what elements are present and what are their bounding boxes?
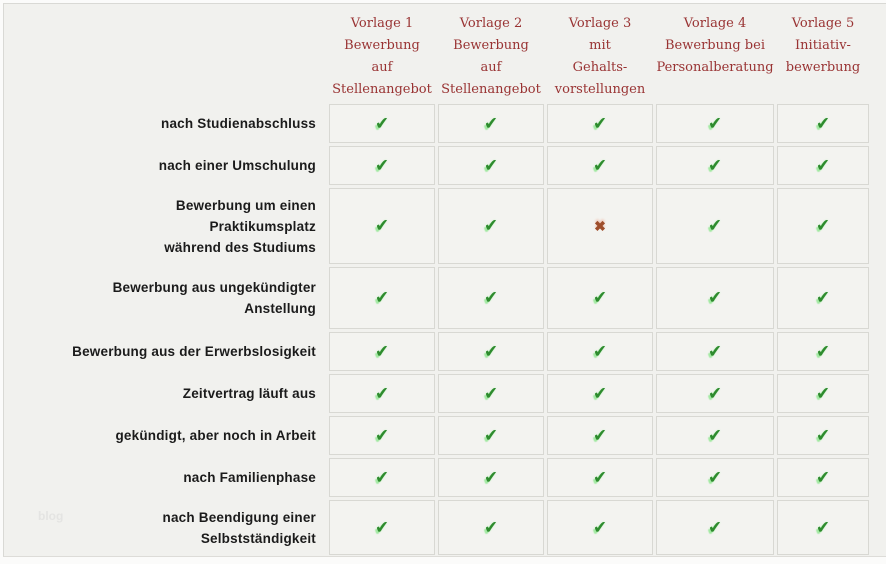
- check-icon: ✔: [592, 383, 608, 403]
- column-header-line: Personalberatung: [656, 60, 774, 75]
- cell-nach-einer-umschulung-vorlage-3: [547, 146, 653, 185]
- cell-selbststaendigkeit-vorlage-1: [329, 500, 435, 555]
- check-icon: ✔: [707, 341, 723, 361]
- check-icon: ✔: [707, 287, 723, 308]
- check-icon: ✔: [815, 425, 831, 445]
- check-icon: ✔: [815, 215, 831, 236]
- watermark: blog: [38, 509, 64, 523]
- cell-praktikumsplatz-vorlage-1: [329, 188, 435, 264]
- cell-erwerbslosigkeit-vorlage-3: [547, 332, 653, 371]
- row-label-nach-studienabschluss: [4, 104, 326, 143]
- check-icon: ✔: [707, 467, 723, 487]
- cell-erwerbslosigkeit-vorlage-4: [656, 332, 774, 371]
- row-label-gekuendigt-in-arbeit: [4, 416, 326, 455]
- cell-nach-familienphase-vorlage-1: [329, 458, 435, 497]
- row-label-nach-familienphase: [4, 458, 326, 497]
- cell-gekuendigt-in-arbeit-vorlage-3: [547, 416, 653, 455]
- check-icon: ✔: [815, 287, 831, 308]
- check-icon: ✔: [483, 425, 499, 445]
- comparison-table-frame: [3, 3, 886, 557]
- column-header-line: bewerbung: [785, 60, 861, 75]
- cell-zeitvertrag-vorlage-5: [777, 374, 869, 413]
- check-icon: ✔: [592, 467, 608, 487]
- cell-selbststaendigkeit-vorlage-3: [547, 500, 653, 555]
- row-label-selbststaendigkeit: [4, 500, 326, 555]
- cell-nach-familienphase-vorlage-5: [777, 458, 869, 497]
- cell-zeitvertrag-vorlage-2: [438, 374, 544, 413]
- column-header-line: Vorlage 1: [350, 16, 414, 31]
- column-header-line: vorstellungen: [554, 82, 646, 97]
- cell-nach-familienphase-vorlage-4: [656, 458, 774, 497]
- column-header-vorlage-4: [656, 5, 774, 101]
- row-label-line: nach Beendigung einer: [162, 509, 316, 525]
- check-icon: ✔: [374, 215, 390, 236]
- column-header-line: Vorlage 5: [791, 16, 855, 31]
- cell-nach-familienphase-vorlage-3: [547, 458, 653, 497]
- row-label-line: nach Familienphase: [183, 470, 316, 485]
- check-icon: ✔: [374, 155, 390, 175]
- check-icon: ✔: [707, 383, 723, 403]
- row-label-line: gekündigt, aber noch in Arbeit: [115, 428, 316, 443]
- cell-nach-studienabschluss-vorlage-2: [438, 104, 544, 143]
- column-header-vorlage-3: [547, 5, 653, 101]
- cell-selbststaendigkeit-vorlage-4: [656, 500, 774, 555]
- column-header-line: mit: [589, 38, 611, 53]
- check-icon: ✔: [592, 425, 608, 445]
- check-icon: ✔: [707, 113, 723, 133]
- cell-erwerbslosigkeit-vorlage-5: [777, 332, 869, 371]
- check-icon: ✔: [592, 517, 608, 537]
- cell-gekuendigt-in-arbeit-vorlage-4: [656, 416, 774, 455]
- row-label-line: Bewerbung aus ungekündigter: [112, 280, 316, 295]
- column-header-line: Gehalts-: [572, 60, 628, 75]
- check-icon: ✔: [374, 517, 390, 537]
- check-icon: ✔: [592, 341, 608, 361]
- check-icon: ✔: [483, 215, 499, 236]
- check-icon: ✔: [483, 155, 499, 175]
- cell-ungekuendigte-anstellung-vorlage-4: [656, 267, 774, 329]
- row-label-line: Zeitvertrag läuft aus: [182, 386, 316, 401]
- cell-gekuendigt-in-arbeit-vorlage-1: [329, 416, 435, 455]
- check-icon: ✔: [483, 113, 499, 133]
- column-header-line: Stellenangebot: [332, 82, 432, 97]
- cell-erwerbslosigkeit-vorlage-1: [329, 332, 435, 371]
- row-label-praktikumsplatz: [4, 188, 326, 264]
- cell-nach-familienphase-vorlage-2: [438, 458, 544, 497]
- row-label-ungekuendigte-anstellung: [4, 267, 326, 329]
- row-label-line: während des Studiums: [164, 239, 316, 255]
- cell-praktikumsplatz-vorlage-4: [656, 188, 774, 264]
- column-header-vorlage-5: [777, 5, 869, 101]
- check-icon: ✔: [815, 155, 831, 175]
- row-label-line: Selbstständigkeit: [200, 530, 316, 546]
- cell-nach-einer-umschulung-vorlage-2: [438, 146, 544, 185]
- row-label-erwerbslosigkeit: [4, 332, 326, 371]
- check-icon: ✔: [592, 113, 608, 133]
- check-icon: ✔: [815, 341, 831, 361]
- column-header-line: Bewerbung: [344, 38, 420, 53]
- cell-praktikumsplatz-vorlage-3: [547, 188, 653, 264]
- column-header-line: auf: [480, 60, 502, 75]
- check-icon: ✔: [483, 467, 499, 487]
- column-header-line: Stellenangebot: [441, 82, 541, 97]
- cell-ungekuendigte-anstellung-vorlage-5: [777, 267, 869, 329]
- cell-zeitvertrag-vorlage-1: [329, 374, 435, 413]
- check-icon: ✔: [815, 517, 831, 537]
- check-icon: ✔: [374, 467, 390, 487]
- cell-ungekuendigte-anstellung-vorlage-3: [547, 267, 653, 329]
- cell-nach-studienabschluss-vorlage-4: [656, 104, 774, 143]
- check-icon: ✔: [374, 341, 390, 361]
- cell-nach-einer-umschulung-vorlage-5: [777, 146, 869, 185]
- check-icon: ✔: [707, 517, 723, 537]
- column-header-line: Vorlage 4: [683, 16, 747, 31]
- check-icon: ✔: [374, 287, 390, 308]
- cell-selbststaendigkeit-vorlage-2: [438, 500, 544, 555]
- check-icon: ✔: [483, 287, 499, 308]
- check-icon: ✔: [592, 287, 608, 308]
- row-label-nach-einer-umschulung: [4, 146, 326, 185]
- cell-zeitvertrag-vorlage-4: [656, 374, 774, 413]
- check-icon: ✔: [374, 383, 390, 403]
- vorlage-comparison-table: [4, 4, 869, 555]
- check-icon: ✔: [707, 215, 723, 236]
- row-label-line: Praktikumsplatz: [209, 218, 316, 234]
- cell-ungekuendigte-anstellung-vorlage-1: [329, 267, 435, 329]
- cell-praktikumsplatz-vorlage-2: [438, 188, 544, 264]
- column-header-line: Bewerbung bei: [665, 38, 765, 53]
- cell-erwerbslosigkeit-vorlage-2: [438, 332, 544, 371]
- cell-gekuendigt-in-arbeit-vorlage-2: [438, 416, 544, 455]
- column-header-vorlage-2: [438, 5, 544, 101]
- check-icon: ✔: [815, 383, 831, 403]
- check-icon: ✔: [483, 517, 499, 537]
- column-header-line: Bewerbung: [453, 38, 529, 53]
- check-icon: ✔: [815, 113, 831, 133]
- column-header-line: Initiativ-: [795, 38, 851, 53]
- column-header-vorlage-1: [329, 5, 435, 101]
- cell-zeitvertrag-vorlage-3: [547, 374, 653, 413]
- column-header-line: auf: [371, 60, 393, 75]
- cell-ungekuendigte-anstellung-vorlage-2: [438, 267, 544, 329]
- check-icon: ✔: [483, 383, 499, 403]
- cell-nach-studienabschluss-vorlage-5: [777, 104, 869, 143]
- check-icon: ✔: [483, 341, 499, 361]
- cell-nach-studienabschluss-vorlage-1: [329, 104, 435, 143]
- cell-nach-einer-umschulung-vorlage-1: [329, 146, 435, 185]
- check-icon: ✔: [707, 425, 723, 445]
- row-label-line: Bewerbung um einen: [175, 197, 316, 213]
- row-label-line: nach einer Umschulung: [158, 158, 316, 173]
- row-label-line: nach Studienabschluss: [161, 116, 316, 131]
- cell-nach-einer-umschulung-vorlage-4: [656, 146, 774, 185]
- row-label-zeitvertrag: [4, 374, 326, 413]
- cell-nach-studienabschluss-vorlage-3: [547, 104, 653, 143]
- check-icon: ✔: [592, 155, 608, 175]
- check-icon: ✔: [374, 425, 390, 445]
- column-header-line: Vorlage 3: [568, 16, 632, 31]
- row-label-line: Bewerbung aus der Erwerbslosigkeit: [72, 344, 316, 359]
- row-label-line: Anstellung: [244, 301, 316, 316]
- cell-selbststaendigkeit-vorlage-5: [777, 500, 869, 555]
- column-header-line: Vorlage 2: [459, 16, 523, 31]
- cell-gekuendigt-in-arbeit-vorlage-5: [777, 416, 869, 455]
- check-icon: ✔: [815, 467, 831, 487]
- corner-cell: [4, 5, 326, 101]
- cross-icon: ✖: [594, 217, 606, 234]
- cell-praktikumsplatz-vorlage-5: [777, 188, 869, 264]
- check-icon: ✔: [374, 113, 390, 133]
- check-icon: ✔: [707, 155, 723, 175]
